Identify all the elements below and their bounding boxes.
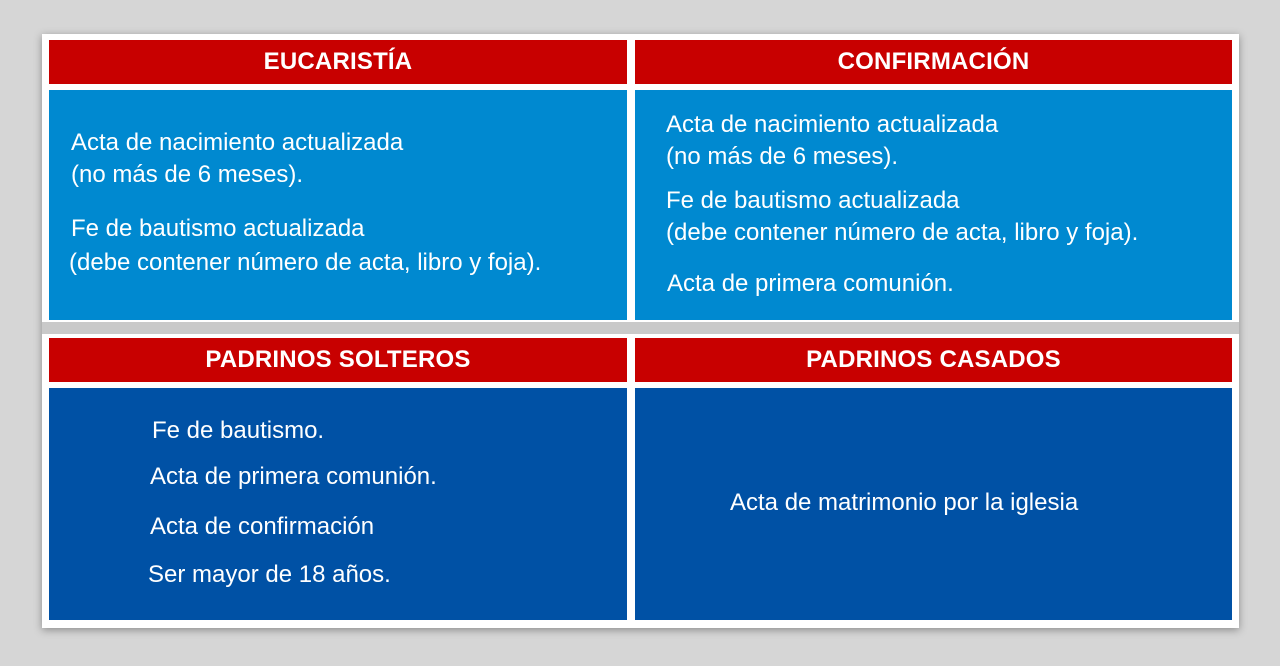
eucaristia-panel: [49, 90, 627, 320]
padrinos-solteros-header: [49, 338, 627, 382]
confirmacion-line-2: (no más de 6 meses).: [666, 143, 899, 170]
confirmacion-line-4: (debe contener número de acta, libro y foja).: [666, 219, 1139, 246]
padrinos-solteros-line-3: Acta de confirmación: [150, 513, 375, 540]
padrinos-casados-panel: [635, 388, 1232, 620]
eucaristia-line-1: Acta de nacimiento actualizada: [71, 129, 404, 156]
confirmacion-line-1: Acta de nacimiento actualizada: [666, 111, 999, 138]
padrinos-solteros-title: PADRINOS SOLTEROS: [205, 346, 471, 373]
eucaristia-header: [49, 40, 627, 84]
eucaristia-line-3: Fe de bautismo actualizada: [71, 215, 365, 242]
padrinos-casados-line-1: Acta de matrimonio por la iglesia: [730, 489, 1079, 516]
eucaristia-line-4: (debe contener número de acta, libro y foja).: [69, 249, 542, 276]
padrinos-solteros-panel: [49, 388, 627, 620]
padrinos-solteros-line-1: Fe de bautismo.: [152, 417, 325, 444]
requirements-table: [42, 34, 1239, 628]
confirmacion-title: CONFIRMACIÓN: [837, 48, 1030, 75]
padrinos-casados-header: [635, 338, 1232, 382]
eucaristia-title: EUCARISTÍA: [263, 48, 413, 75]
padrinos-solteros-line-4: Ser mayor de 18 años.: [148, 561, 391, 588]
confirmacion-line-3: Fe de bautismo actualizada: [666, 187, 960, 214]
eucaristia-line-2: (no más de 6 meses).: [71, 161, 304, 188]
padrinos-casados-title: PADRINOS CASADOS: [806, 346, 1061, 373]
confirmacion-line-5: Acta de primera comunión.: [667, 270, 954, 297]
padrinos-solteros-line-2: Acta de primera comunión.: [150, 463, 437, 490]
row-divider: [42, 322, 1239, 334]
confirmacion-panel: [635, 90, 1232, 320]
confirmacion-header: [635, 40, 1232, 84]
